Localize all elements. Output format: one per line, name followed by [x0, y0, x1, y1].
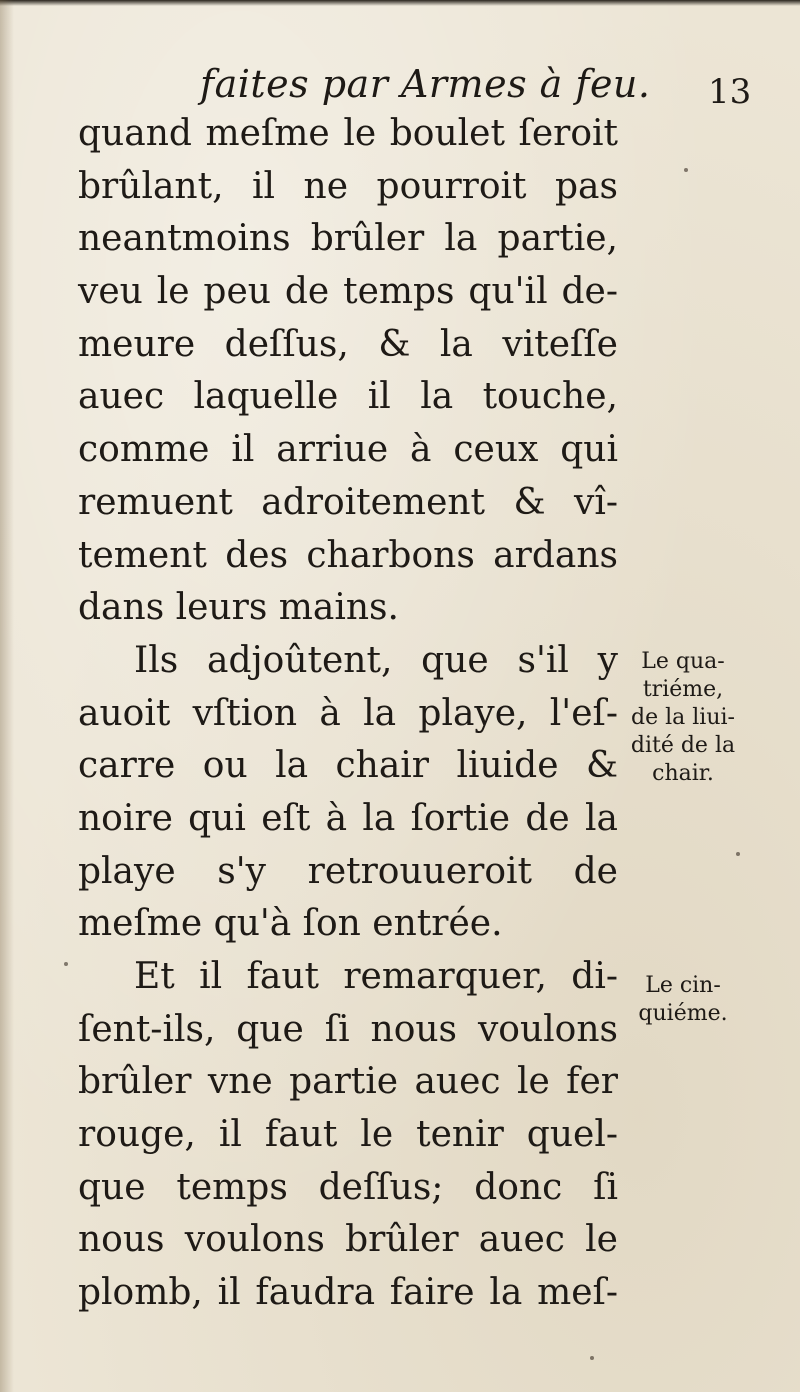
marginal-note-line: chair. [652, 761, 714, 786]
text-line: neantmoins brûler la partie, [78, 218, 618, 260]
paragraph-start-line: Ils adjoûtent, que s'il y [134, 639, 618, 681]
text-line: playe s'y retrouueroit de [78, 850, 618, 892]
text-line: rouge, il faut le tenir quel- [78, 1114, 618, 1156]
paper-speck [590, 1356, 594, 1360]
body-text [78, 108, 618, 1320]
marginal-note-line: dité de la [630, 733, 736, 758]
marginal-note-line: Le qua- [641, 649, 725, 674]
paper-speck [684, 168, 688, 172]
marginal-note-line: de la liui- [631, 705, 735, 730]
text-line: quand meſme le boulet ſeroit [78, 113, 618, 154]
paper-speck [64, 962, 68, 966]
page-top-edge [0, 0, 800, 6]
text-line: ſent-ils, que ſi nous voulons [78, 1008, 618, 1050]
text-line: auec laquelle il la touche, [78, 376, 618, 418]
text-line: veu le peu de temps qu'il de- [78, 271, 618, 313]
text-line: brûlant, il ne pourroit pas [78, 165, 618, 207]
marginal-note-fourth [608, 648, 758, 788]
marginal-note-line: quiéme. [638, 1001, 728, 1026]
text-line: brûler vne partie auec le fer [78, 1061, 618, 1103]
text-line: dans leurs mains. [78, 587, 399, 629]
text-line: plomb, il faudra faire la meſ- [78, 1272, 618, 1314]
text-line: nous voulons brûler auec le [78, 1219, 618, 1261]
page-number: 13 [708, 72, 752, 112]
text-line: carre ou la chair liuide & [78, 745, 618, 787]
text-line: noire qui eſt à la ſortie de la [78, 797, 618, 839]
marginal-note-line: Le cin- [645, 973, 721, 998]
text-line: meſme qu'à ſon entrée. [78, 903, 503, 945]
marginal-note-line: triéme, [642, 677, 724, 702]
text-line: tement des charbons ardans [78, 534, 618, 576]
text-line: auoit vſtion à la playe, l'eſ- [78, 692, 618, 734]
paper-speck [736, 852, 740, 856]
paragraph-start-line: Et il faut remarquer, di- [134, 956, 618, 997]
running-head: faites par Armes à feu. [200, 62, 651, 106]
text-line: comme il arriue à ceux qui [78, 429, 618, 471]
text-line: remuent adroitement & vî- [78, 481, 618, 523]
page-binding-shadow [0, 0, 14, 1392]
marginal-note-fifth [608, 972, 758, 1028]
text-line: que temps deſſus; donc ſi [78, 1166, 618, 1208]
text-line: meure deſſus, & la viteſſe [78, 323, 618, 365]
